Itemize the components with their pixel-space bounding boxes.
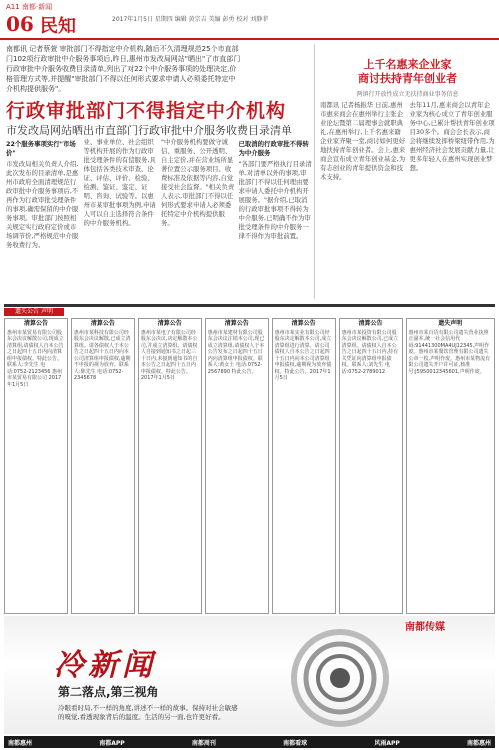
footer-item: 风雨APP bbox=[374, 739, 400, 747]
notice-title: 清算公告 bbox=[224, 320, 249, 327]
article-column bbox=[161, 138, 235, 303]
ad-slogan: 第二落点,第三视角 bbox=[58, 685, 159, 699]
ad-title: 冷新闻 bbox=[54, 648, 156, 683]
notice-item bbox=[138, 318, 202, 614]
column-text: "各部门要严格执行目录清单,对清单以外的事项,审批部门不得以任何理由要求申请人委托中介机构开展服务。"据介绍,已取消的行政审批事项不得转为中介服务,已明确不作为审批受理条件的中介服务一律不得作为审批前置。 bbox=[238, 160, 312, 240]
ad-text: 冷眼看时局,不一样的角度,讲述不一样的故事。保持对社会敏感的嗅觉,看透现象背后的温度。生活的另一面,也许更好看。 bbox=[58, 704, 238, 721]
feature-column: 去年11月,惠来商会以青年企业家为核心成立了青年创业服务中心,已累计帮扶青年创业项目30多个。商会会长表示,商会将继续发挥桥梁纽带作用,为惠州经济社会发展贡献力量,让更多年轻人在惠州实现创业梦想。 bbox=[409, 101, 495, 172]
ad-rings-graphic bbox=[220, 628, 420, 728]
notice-title: 清算公告 bbox=[291, 320, 316, 327]
notice-item bbox=[4, 318, 68, 614]
section-name: 民知 bbox=[40, 16, 76, 37]
notice-item bbox=[272, 318, 336, 614]
notice-text: 惠州市某贸易有限公司股东会决议解散公司,现成立清算组,请债权人自本公告之日起四十五日内向清算组申报债权。特此公告。联系人:李先生 电话:0752-2123456 惠州市某贸易有限公司 2017年1月5日 bbox=[7, 329, 64, 388]
section-tag: A11 南都·新闻 bbox=[6, 3, 53, 11]
notice-title: 清算公告 bbox=[358, 320, 383, 327]
notice-item bbox=[339, 318, 403, 614]
feature-subhead: 两镇行开放性成立无扶持商业事务信息 bbox=[356, 91, 459, 98]
article-column bbox=[6, 138, 80, 303]
article-column bbox=[84, 138, 158, 303]
feature-headline: 上千名惠来企业家 商讨扶持青年创业者 bbox=[358, 58, 457, 85]
feature-column: 南都讯 记者杨振华 日前,惠州市惠来商会在惠州举行主张企业论坛暨第二届理事会就职典礼,在惠州举行,上千名惠来籍企业家齐聚一堂,商讨如何更好地扶持青年创业者。会上,惠来商会宣布成立青年创业基金,为有志创业的青年提供资金和技术支持。 bbox=[320, 101, 406, 181]
footer-item: 南都惠州 bbox=[8, 739, 33, 747]
footer-item: 南都看球 bbox=[283, 739, 308, 747]
classified-notices bbox=[4, 318, 495, 614]
notice-item bbox=[406, 318, 496, 614]
notice-text: 惠州市某实业有限公司经股东决定解散本公司,成立清算组进行清算。请公司债权人自本公告之日起四十五日内向本公司清算组申报债权,逾期视为放弃债权。特此公告。2017年1月5日 bbox=[274, 329, 332, 381]
footer-item: 南都APP bbox=[99, 739, 125, 747]
notice-divider bbox=[4, 304, 495, 307]
ad-logo: 南都传媒 bbox=[405, 622, 445, 633]
main-subhead: 市发改局网站晒出市直部门行政审批中介服务收费目录清单 bbox=[6, 124, 292, 137]
column-text: 市发改局相关负责人介绍,此次发布的目录清单,是惠州市政府全面清理规范行政审批中介服务事项后,不再作为行政审批受理条件的事项,确需保留的中介服务事项。审批部门按照相关规定实行政府定价或市场调节价,严格规范中介服务收费行为。 bbox=[6, 160, 79, 249]
main-headline: 行政审批部门不得指定中介机构 bbox=[6, 100, 287, 122]
lead-paragraph: 南都讯 记者蔡萱 审批部门不得指定中介机构,随后不久清理规范25个市直部门102项行政审批中介服务事项后,昨日,惠州市发改局网站"晒出"了市直部门行政审批中介服务收费目录清单,列出了对22个中介服务事项的处理决定,价格管理方式等,并提醒"审批部门不得以任何形式要求申请人必须委托特定中介机构提供服务"。 bbox=[6, 45, 241, 93]
feature-body bbox=[320, 101, 495, 301]
notice-item bbox=[71, 318, 135, 614]
notice-title: 清算公告 bbox=[23, 320, 48, 327]
article-body bbox=[6, 138, 312, 303]
footer-strip bbox=[4, 736, 495, 748]
notice-title: 清算公告 bbox=[157, 320, 182, 327]
notice-title: 遗失声明 bbox=[438, 320, 463, 327]
notice-text: 惠州市某投资有限公司股东会决议解散公司,已成立清算组。请债权人自本公告之日起四十五日内,持有关凭证向清算组申报债权。联系人:刘先生 电话:0752-2789012 bbox=[341, 329, 399, 375]
notice-text: 惠州市某建材有限公司股东会决议注销本公司,现已成立清算组,请债权人于本公告发布之日起四十五日内向清算组申报债权。联系人:黄女士 电话:0752-2567890 特此公告。 bbox=[207, 329, 265, 375]
notice-label: 遗失公告 声明 bbox=[4, 308, 64, 316]
notice-text: 惠州市某百货有限公司遗失营业执照正副本,统一社会信用代码:91441300MA4UJ12345,声明作废。惠州市某餐饮管理有限公司遗失公章一枚,声明作废。惠州市某物流有限公司遗失开户许可证,核准号:J5950012345601,声明作废。 bbox=[408, 329, 491, 375]
column-text: 业、事业单位、社会组织等机构开展的作为行政审批受理条件的有偿服务,具体包括各类技术审查、论证、评估、评价、检验、检测、鉴证、鉴定、证明、咨询、试验等。以惠州市某审批事项为例,申请人可以自主选择符合条件的中介服务机构。 bbox=[83, 138, 156, 227]
issue-date: 2017年1月5日 星期四 编辑 黄宗吉 美编 彭勇 校对 刘静菲 bbox=[112, 16, 269, 23]
column-subhead: 已取消的行政审批不得转为中介服务 bbox=[238, 140, 309, 157]
footer-item: 南都周刊 bbox=[191, 739, 216, 747]
masthead bbox=[0, 0, 499, 40]
notice-text: 惠州市某电子有限公司经股东会决议,决定解散本公司,并成立清算组。请债权人自接到通知书之日起三十日内,未接到通知书的自本公告之日起四十五日内申报债权。特此公告。2017年1月5日 bbox=[140, 329, 198, 381]
notice-title: 清算公告 bbox=[90, 320, 115, 327]
column-text: "中介服务机构要做守诚信、重服务、公开透明、自主定价,并在营业场所显著位置公示服务项目、收费标准及依据等内容,自觉接受社会监督。"相关负责人表示,审批部门不得以任何形式要求申请人必须委托特定中介机构提供服务。 bbox=[161, 138, 235, 227]
page-number: 06 bbox=[6, 12, 34, 36]
column-divider bbox=[314, 44, 315, 299]
notice-item bbox=[205, 318, 269, 614]
column-subhead: 22个服务事项实行"市场价" bbox=[6, 140, 76, 157]
footer-item: 南都惠州 bbox=[466, 739, 491, 747]
article-column bbox=[239, 138, 313, 303]
notice-text: 惠州市某科技有限公司经股东会决议解散,已成立清算组。请各债权人于本公告之日起四十五日内向本公司清算组申报债权,逾期不申报的视为放弃。联系人:陈先生 电话:0752-2345678 bbox=[73, 329, 131, 381]
